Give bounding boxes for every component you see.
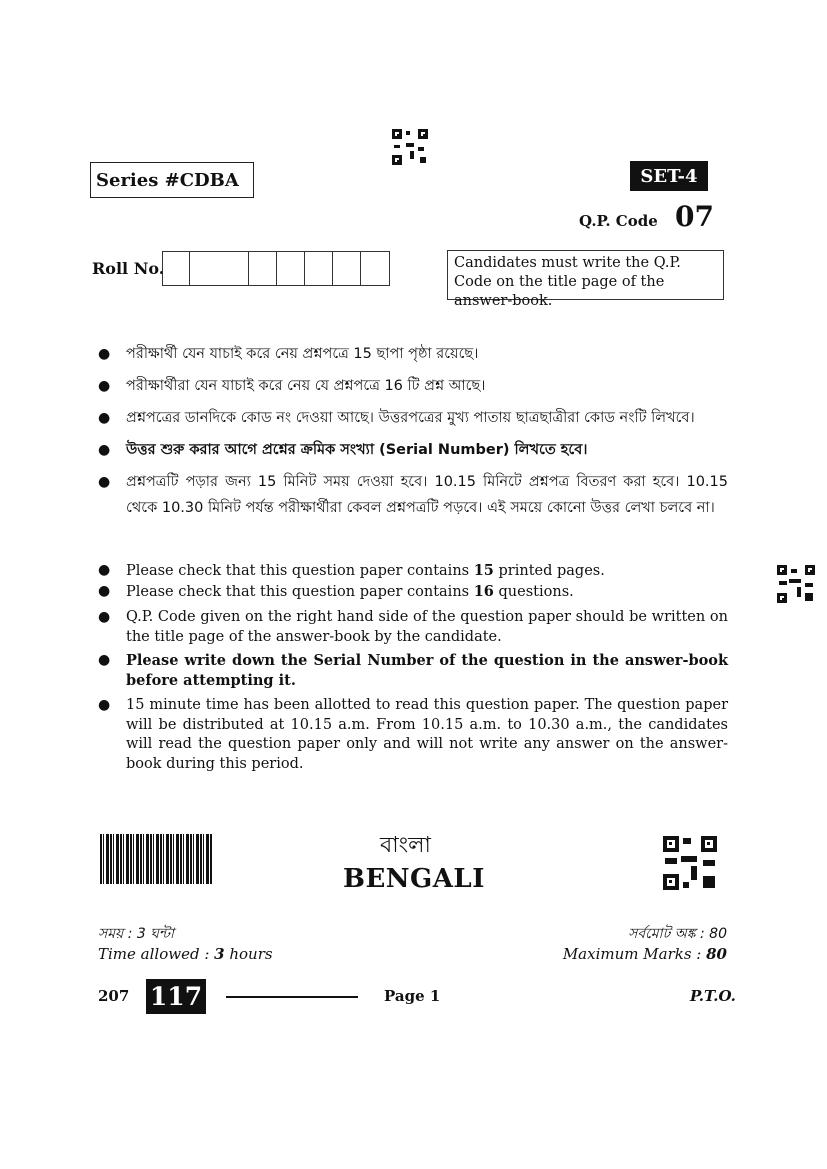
roll-box[interactable] <box>361 252 389 285</box>
instruction-text: প্রশ্নপত্রটি পড়ার জন্য 15 মিনিট সময় দেওয়া হবে। 10.15 মিনিটে প্রশ্নপত্র বিতরণ করা হবে। 10.15 থেকে 10.30 মিনিট পর্যন্ত পরীক্ষার্থীরা কেবল প্রশ্নপত্রটি পড়বে। এই সময়ে কোনো উত্তর লেখা চলবে না। <box>126 474 728 516</box>
paper-code-small: 207 <box>98 987 130 1005</box>
bullet-icon: ● <box>98 582 111 599</box>
instruction-text: 15 minute time has been allotted to read this question paper. The question paper will be distributed at 10.15 a.m. From 10.15 a.m. to 10.30 a.m., the candidates will read the question paper only and will not write any answer on the answer-book during this period. <box>126 697 728 772</box>
barcode-icon <box>100 834 213 884</box>
page-number: Page 1 <box>384 987 441 1005</box>
candidate-note-box <box>447 250 724 309</box>
roll-box[interactable] <box>163 252 190 285</box>
qr-code-icon <box>392 129 428 165</box>
instruction-text: পরীক্ষার্থী যেন যাচাই করে নেয় প্রশ্নপত্রে 15 ছাপা পৃষ্ঠা রয়েছে। <box>126 346 479 362</box>
series-text: Series #CDBA <box>96 169 239 191</box>
time-unit: hours <box>224 945 273 963</box>
marks-bengali: সর্বমোট অঙ্ক : 80 <box>628 926 727 942</box>
bullet-icon: ● <box>98 697 111 713</box>
time-bengali: সময় : 3 ঘন্টা <box>98 926 174 942</box>
instruction-item <box>98 341 728 367</box>
marks-value: 80 <box>706 945 727 963</box>
subject-english: BENGALI <box>343 864 485 894</box>
pto-label: P.T.O. <box>690 987 736 1005</box>
instruction-text: questions. <box>493 583 574 600</box>
divider-line <box>226 996 358 998</box>
subject-bengali: বাংলা <box>380 833 431 858</box>
set-text: SET-4 <box>640 165 698 187</box>
time-label: Time allowed : <box>98 945 215 963</box>
instruction-number: 16 <box>473 582 494 600</box>
instruction-text: Q.P. Code given on the right hand side of the question paper should be written on the title page of the answer-book by the candidate. <box>126 609 728 645</box>
candidate-note-text: Candidates must write the Q.P. Code on the title page of the answer-book. <box>454 255 681 309</box>
instruction-item <box>98 608 728 647</box>
bengali-instructions <box>98 341 728 527</box>
instruction-item <box>98 696 728 774</box>
paper-code-large-text: 117 <box>149 982 203 1011</box>
bullet-icon: ● <box>98 442 111 458</box>
instruction-text: printed pages. <box>493 563 605 579</box>
instruction-text: Please check that this question paper contains <box>126 583 474 600</box>
time-value: 3 <box>214 945 225 963</box>
set-badge <box>630 161 708 191</box>
marks-english <box>563 945 727 963</box>
instruction-item <box>98 437 728 463</box>
instruction-item <box>98 405 728 431</box>
qp-code-label: Q.P. Code <box>579 212 658 230</box>
instruction-item <box>98 373 728 399</box>
marks-label: Maximum Marks : <box>562 945 707 963</box>
bullet-icon: ● <box>98 378 111 394</box>
bullet-icon: ● <box>98 562 111 578</box>
bullet-icon: ● <box>98 346 111 362</box>
bottom-qr-code-icon <box>663 836 717 890</box>
instruction-text: Please write down the Serial Number of the question in the answer-book before attempting it. <box>126 652 728 689</box>
instruction-text: Please check that this question paper contains <box>126 563 474 579</box>
instruction-item <box>98 582 728 603</box>
instruction-item <box>98 561 728 582</box>
instruction-text: প্রশ্নপত্রের ডানদিকে কোড নং দেওয়া আছে। উত্তরপত্রের মুখ্য পাতায় ছাত্রছাত্রীরা কোড নংটি লিখবে। <box>126 410 695 426</box>
series-box <box>90 162 254 198</box>
roll-box[interactable] <box>305 252 333 285</box>
instruction-text: পরীক্ষার্থীরা যেন যাচাই করে নেয় যে প্রশ্নপত্রে 16 টি প্রশ্ন আছে। <box>126 378 486 394</box>
paper-code-large <box>146 979 206 1014</box>
english-instructions <box>98 561 728 780</box>
instruction-number: 15 <box>473 562 494 579</box>
roll-number-boxes[interactable] <box>162 251 390 286</box>
time-english <box>98 945 273 963</box>
side-qr-code-icon <box>777 565 815 603</box>
instruction-item <box>98 651 728 690</box>
bullet-icon: ● <box>98 609 111 625</box>
roll-box[interactable] <box>333 252 361 285</box>
qp-code-value: 07 <box>675 200 714 233</box>
instruction-text: উত্তর শুরু করার আগে প্রশ্নের ক্রমিক সংখ্যা (Serial Number) লিখতে হবে। <box>126 442 588 458</box>
roll-box[interactable] <box>277 252 305 285</box>
bullet-icon: ● <box>98 652 111 668</box>
instruction-item <box>98 469 728 521</box>
roll-box[interactable] <box>249 252 277 285</box>
roll-number-label: Roll No. <box>92 259 165 278</box>
bullet-icon: ● <box>98 410 111 426</box>
bullet-icon: ● <box>98 474 111 490</box>
roll-box[interactable] <box>190 252 249 285</box>
